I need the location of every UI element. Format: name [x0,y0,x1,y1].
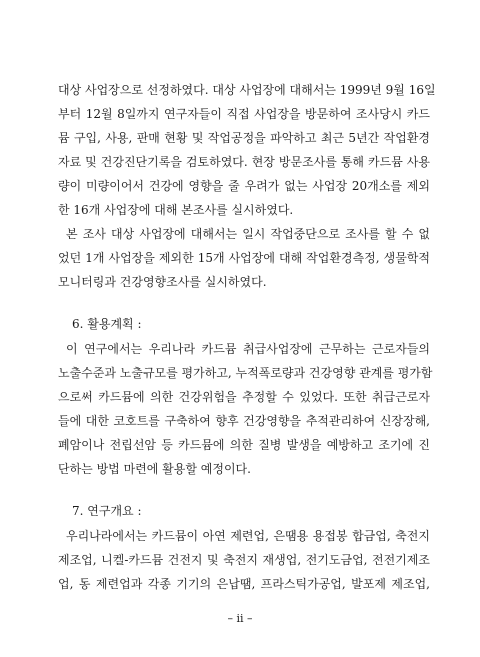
section6-line-4: 들에 대한 코호트를 구축하여 향후 건강영향을 추적관리하여 신장장해, [58,414,430,428]
section6-line-5: 폐암이나 전립선암 등 카드뮴에 의한 질병 발생을 예방하고 조기에 진 [58,438,430,452]
section7-line-2: 제조업, 니켈-카드뮴 건전지 및 축전지 재생업, 전기도금업, 전전기제조 [58,553,430,567]
section6-heading: 6. 활용계획 : [72,317,142,331]
paragraph2-line-3: 모니터링과 건강영향조사를 실시하였다. [58,275,267,289]
section7-heading: 7. 연구개요 : [72,504,142,518]
page-number: – ii – [227,612,253,625]
paragraph1-line-3: 뮴 구입, 사용, 판매 현황 및 작업공정을 파악하고 최근 5년간 작업환경 [58,131,430,145]
paragraph1-line-4: 자료 및 건강진단기록을 검토하였다. 현장 방문조사를 통해 카드뮴 사용 [58,155,430,169]
paragraph1-line-6: 한 16개 사업장에 대해 본조사를 실시하였다. [58,203,294,217]
paragraph1-line-2: 부터 12월 8일까지 연구자들이 직접 사업장을 방문하여 조사당시 카드 [58,107,430,121]
section6-line-1: 이 연구에서는 우리나라 카드뮴 취급사업장에 근무하는 근로자들의 [66,342,430,356]
paragraph2-line-1: 본 조사 대상 사업장에 대해서는 일시 작업중단으로 조사를 할 수 없 [66,227,430,241]
section6-line-2: 노출수준과 노출규모를 평가하고, 누적폭로량과 건강영향 관계를 평가함 [58,366,433,380]
section7-line-3: 업, 동 제련업과 각종 기기의 은납땜, 프라스틱가공업, 발포제 제조업, [58,577,430,591]
section7-line-1: 우리나라에서는 카드뮴이 아연 제련업, 은땜용 용접봉 합금업, 축전지 [66,529,430,543]
section6-line-6: 단하는 방법 마련에 활용할 예정이다. [58,462,251,476]
paragraph1-line-5: 량이 미량이어서 건강에 영향을 줄 우려가 없는 사업장 20개소를 제외 [58,179,430,193]
section6-line-3: 으로써 카드뮴에 의한 건강위험을 추정할 수 있었다. 또한 취급근로자 [58,390,430,404]
paragraph1-line-1: 대상 사업장으로 선정하였다. 대상 사업장에 대해서는 1999년 9월 16일 [58,83,436,97]
paragraph2-line-2: 었던 1개 사업장을 제외한 15개 사업장에 대해 작업환경측정, 생물학적 [58,251,430,265]
